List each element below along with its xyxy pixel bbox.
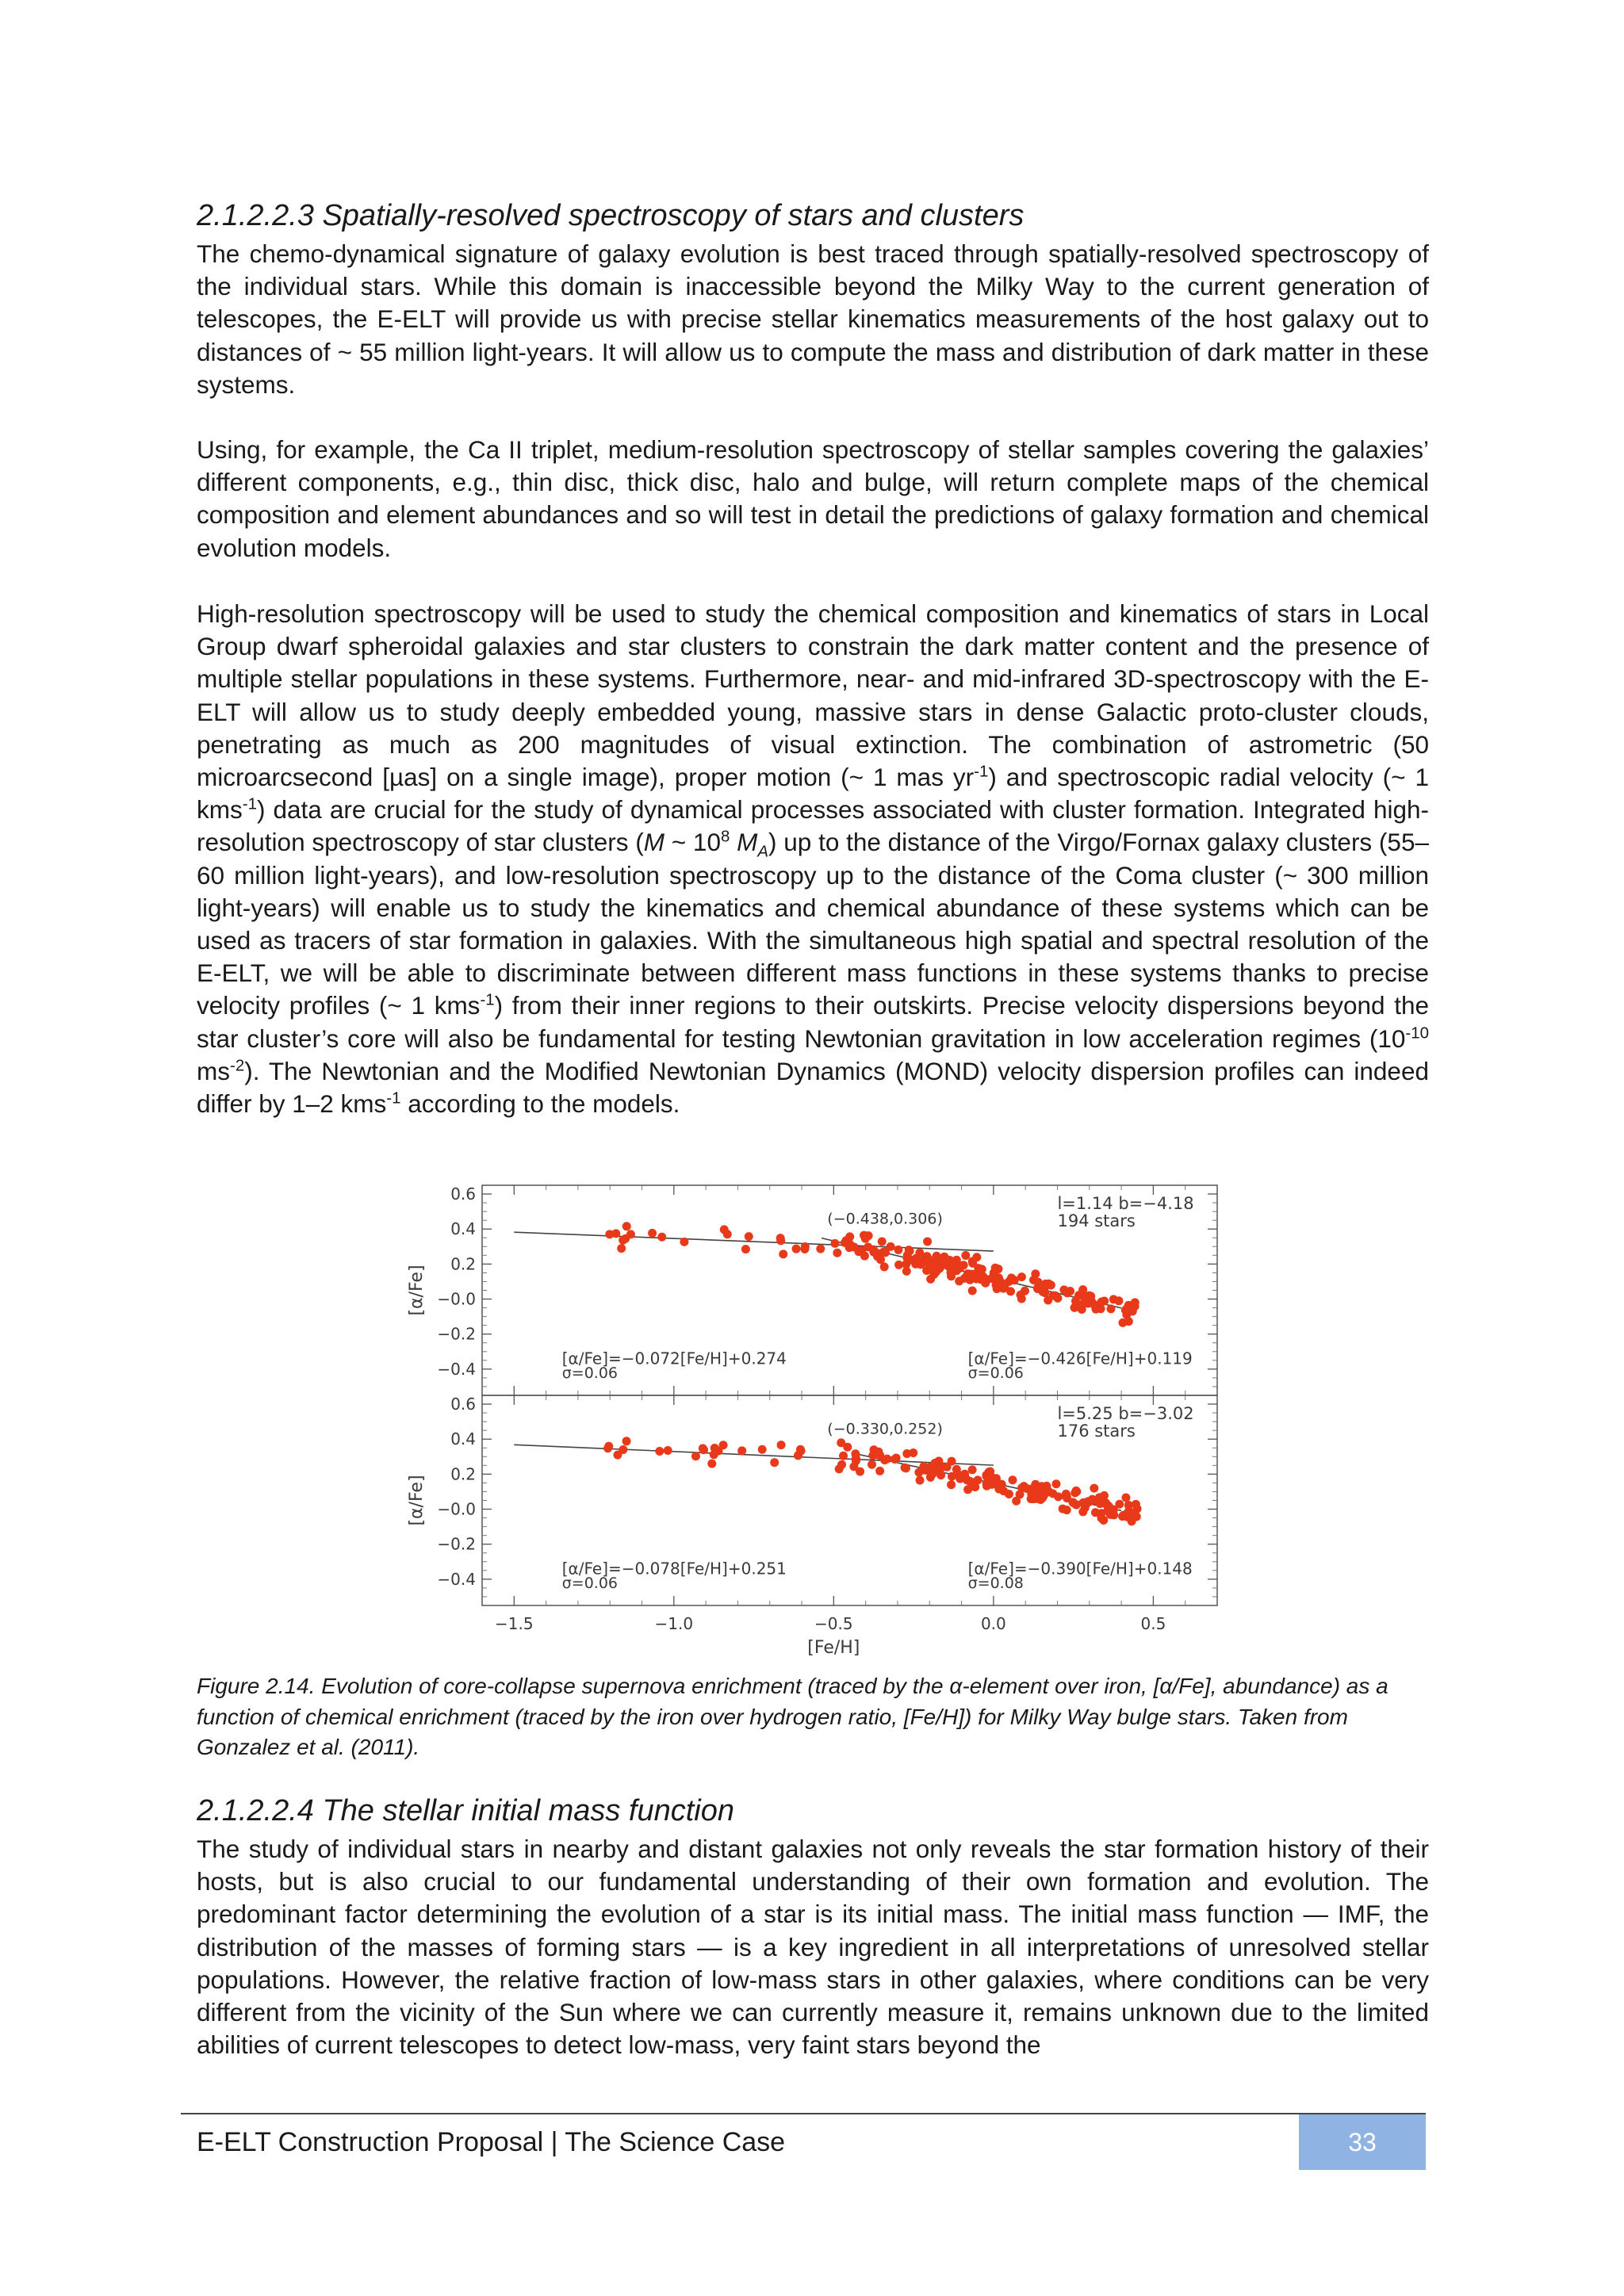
data-point [955,1276,963,1285]
data-point [875,1467,884,1475]
data-point [1008,1475,1017,1484]
data-point [758,1445,767,1454]
data-point [1017,1483,1026,1492]
data-point [892,1454,901,1463]
section-heading: 2.1.2.2.3 Spatially-resolved spectroscopy of stars and clusters [197,199,1025,232]
data-point [1006,1287,1015,1295]
data-point [699,1444,707,1452]
data-point [868,1460,876,1469]
data-point [1124,1501,1133,1510]
y-tick-label: −0.0 [437,1499,476,1519]
data-point [741,1245,750,1253]
data-point [880,1248,889,1257]
data-point [948,1472,956,1481]
data-point [1063,1506,1071,1514]
y-tick-label: −0.4 [437,1569,476,1589]
data-point [626,1230,635,1238]
field-label: l=1.14 b=−4.18 [1057,1194,1194,1213]
y-tick-label: 0.6 [450,1184,476,1204]
data-point [979,1272,987,1280]
y-axis-label: [α/Fe] [407,1475,427,1526]
data-point [770,1458,779,1467]
data-point [1031,1269,1040,1278]
data-point [906,1246,914,1255]
data-point [1071,1488,1079,1497]
data-point [956,1475,964,1483]
fit-sigma-right: σ=0.08 [967,1574,1024,1592]
data-point [613,1451,622,1460]
data-point [936,1471,945,1479]
data-point [929,1469,937,1478]
data-point [1044,1296,1052,1305]
data-point [894,1261,903,1269]
data-point [1097,1298,1106,1307]
y-tick-label: 0.2 [450,1254,476,1274]
scatter-plot-svg [396,1177,1237,1669]
breakpoint-label: (−0.330,0.252) [827,1420,943,1438]
data-point [1068,1498,1077,1506]
data-point [816,1245,825,1253]
fit-equation-left: [α/Fe]=−0.078[Fe/H]+0.251 [561,1559,787,1578]
data-point [833,1249,841,1257]
data-point [926,1275,935,1284]
data-point [1037,1482,1046,1490]
data-point [1078,1507,1087,1516]
data-point [922,1258,931,1267]
data-point [857,1246,866,1255]
data-point [982,1472,990,1481]
data-point [714,1447,723,1456]
data-point [912,1254,921,1263]
x-tick-label: 0.0 [980,1614,1006,1633]
figure-caption: Figure 2.14. Evolution of core-collapse supernova enrichment (traced by the α-element over iron, [α/Fe], abundance) as a function of chemical enrichment (traced by the iron over hydrogen ratio, [Fe/H]) for Milky Way bulge stars. Taken from Gonzalez et al. (2011). [197,1674,1388,1759]
data-point [1062,1490,1071,1498]
footer-rule [181,2113,1426,2114]
data-point [963,1485,972,1494]
data-point [946,1262,955,1271]
data-point [723,1230,732,1238]
data-point [1051,1479,1060,1488]
data-point [868,1451,877,1460]
data-point [691,1452,700,1460]
data-point [974,1475,982,1484]
data-point [968,1465,977,1474]
x-tick-label: −0.5 [814,1614,853,1633]
y-tick-label: 0.4 [450,1429,476,1449]
data-point [902,1267,911,1276]
data-point [1051,1292,1060,1300]
data-point [801,1242,810,1251]
data-point [737,1446,746,1455]
y-tick-label: 0.6 [450,1395,476,1414]
data-point [1097,1513,1106,1522]
x-axis-label: [Fe/H] [807,1638,860,1658]
data-point [947,1480,956,1489]
fit-equation-left: [α/Fe]=−0.072[Fe/H]+0.274 [561,1349,787,1368]
data-point [878,1238,887,1246]
data-point [1103,1506,1112,1515]
data-point [1082,1298,1091,1307]
y-axis-label: [α/Fe] [407,1265,427,1316]
data-point [852,1454,860,1463]
data-point [776,1234,785,1242]
figure-scatter-plots [396,1177,1237,1669]
data-point [1034,1278,1043,1287]
paragraph: The chemo-dynamical signature of galaxy evolution is best traced through spatially-resolved spectroscopy of the individual stars. While this domain is inaccessible beyond the Milky Way to the current generation of telescopes, the E-ELT will provide us with precise stellar kinematics measurements of the host galaxy out to distances of ~ 55 million light-years. It will allow us to compute the mass and distribution of dark matter in these systems. [197,239,1429,399]
data-point [1090,1484,1098,1493]
footer-title: E-ELT Construction Proposal | The Science Case [197,2127,786,2157]
data-point [993,1284,1002,1293]
data-point [1029,1494,1038,1503]
data-point [948,1457,956,1466]
data-point [923,1238,932,1246]
data-point [902,1464,910,1472]
data-point [856,1468,864,1476]
x-tick-label: −1.5 [495,1614,534,1633]
data-point [1114,1296,1123,1305]
fit-line-left [514,1445,994,1465]
data-point [1122,1510,1131,1519]
data-point [837,1460,846,1469]
data-point [965,1477,974,1486]
data-point [883,1455,891,1464]
data-point [841,1236,850,1245]
fit-sigma-left: σ=0.06 [561,1574,619,1592]
paragraph: High-resolution spectroscopy will be used to study the chemical composition and kinematics of stars in Local Group dwarf spheroidal galaxies and star clusters to constrain the dark matter content and the presence of multiple stellar populations in these systems. Furthermore, near- and mid-infrared 3D-spectroscopy with the E-ELT will allow us to study deeply embedded young, massive stars in dense Galactic proto-cluster clouds, penetrating as much as 200 magnitudes of visual extinction. The combination of astrometric (50 microarcsecond [µas] on a single image), proper motion (~ 1 mas $yr^{-1}$) and spectroscopic radial velocity (~ 1 kms$^{-1}$) data are crucial for the study of dynamical processes associated with cluster formation. Integrated high-resolution spectroscopy of star clusters (M ~ $10^8$ $M_A$) up to the distance of the Virgo/Fornax galaxy clusters (55–60 million light-years), and low-resolution spectroscopy up to the distance of the Coma cluster (~ 300 million light-years) will enable us to study the kinematics and chemical abundance of these systems which can be used as tracers of star formation in galaxies. With the simultaneous high spatial and spectral resolution of the E-ELT, we will be able to discriminate between different mass functions in these systems thanks to precise velocity profiles (~ 1 kms$^{-1}$) from their inner regions to their outskirts. Precise velocity dispersions beyond the star cluster’s core will also be fundamental for testing Newtonian gravitation in low acceleration regimes ($10^{-10}$ $ms^{-2}$). The Newtonian and the Modified Newtonian Dynamics (MOND) velocity dispersion profiles can indeed differ by 1–2 kms$^{-1}$ according to the models. [197,599,1430,1119]
data-point [1016,1291,1025,1299]
data-point [777,1441,786,1449]
data-point [839,1452,848,1460]
data-point [1096,1499,1105,1508]
data-point [902,1449,911,1458]
data-point [657,1233,666,1242]
data-point [664,1446,672,1455]
y-tick-label: −0.4 [437,1359,476,1379]
data-point [991,1264,1000,1272]
data-point [894,1246,902,1254]
data-point [745,1232,753,1241]
data-point [1106,1304,1115,1313]
data-point [1121,1493,1130,1502]
fit-sigma-left: σ=0.06 [561,1364,619,1382]
breakpoint-label: (−0.438,0.306) [827,1210,943,1228]
star-count-label: 176 stars [1057,1422,1136,1441]
data-point [931,1459,940,1468]
data-point [779,1249,787,1258]
data-point [974,1264,982,1272]
data-point [617,1244,626,1253]
data-point [1088,1495,1097,1504]
page-number: 33 [1299,2114,1426,2170]
y-tick-label: −0.0 [437,1289,476,1309]
data-point [648,1229,657,1238]
y-tick-label: 0.4 [450,1219,476,1239]
fit-line-left [514,1232,994,1251]
data-point [1090,1300,1098,1309]
data-point [961,1251,970,1260]
y-tick-label: −0.2 [437,1534,476,1554]
data-point [1044,1280,1053,1288]
data-point [1123,1307,1132,1315]
data-point [707,1460,716,1468]
data-point [999,1487,1008,1495]
data-point [1100,1491,1109,1500]
data-point [830,1239,839,1248]
y-tick-label: −0.2 [437,1324,476,1344]
data-point [603,1444,612,1452]
data-point [792,1245,801,1253]
data-point [619,1236,627,1245]
data-point [655,1447,664,1456]
data-point [843,1443,852,1452]
fit-equation-right: [α/Fe]=−0.426[Fe/H]+0.119 [967,1349,1193,1368]
fit-equation-right: [α/Fe]=−0.390[Fe/H]+0.148 [967,1559,1193,1578]
data-point [1054,1492,1063,1501]
data-point [933,1263,942,1272]
data-point [968,1257,977,1265]
data-point [914,1468,923,1477]
data-point [994,1276,1002,1284]
data-point [622,1222,631,1230]
data-point [797,1446,806,1455]
data-point [982,1482,991,1490]
x-tick-label: 0.5 [1140,1614,1166,1633]
data-point [966,1276,975,1284]
data-point [861,1234,870,1243]
data-point [1040,1288,1049,1297]
section-heading: 2.1.2.2.4 The stellar initial mass function [197,1794,735,1827]
paragraph: Using, for example, the Ca II triplet, medium-resolution spectroscopy of stellar samples covering the galaxies’ different components, e.g., thin disc, thick disc, halo and bulge, will return complete maps of the chemical composition and element abundances and so will test in detail the predictions of galaxy formation and chemical evolution models. [197,435,1429,562]
data-point [968,1287,977,1295]
data-point [952,1465,961,1474]
data-point [1007,1273,1016,1282]
data-point [916,1476,925,1485]
y-tick-label: 0.2 [450,1464,476,1484]
data-point [1074,1291,1083,1299]
data-point [622,1437,631,1445]
data-point [1066,1287,1074,1295]
star-count-label: 194 stars [1057,1211,1136,1230]
fit-sigma-right: σ=0.06 [967,1364,1024,1382]
x-tick-label: −1.0 [654,1614,694,1633]
data-point [611,1229,620,1238]
field-label: l=5.25 b=−3.02 [1057,1404,1194,1423]
paragraph: The study of individual stars in nearby and distant galaxies not only reveals the star formation history of their hosts, but is also crucial to our fundamental understanding of their own formation and evolution. The predominant factor determining the evolution of a star is its initial mass. The initial mass function — IMF, the distribution of the masses of forming stars — is a key ingredient in all interpretations of unresolved stellar populations. However, the relative fraction of low-mass stars in other galaxies, where conditions can be very different from the vicinity of the Sun where we can currently measure it, remains unknown due to the limited abilities of current telescopes to detect low-mass, very faint stars beyond the [197,1835,1429,2060]
data-point [680,1238,688,1246]
